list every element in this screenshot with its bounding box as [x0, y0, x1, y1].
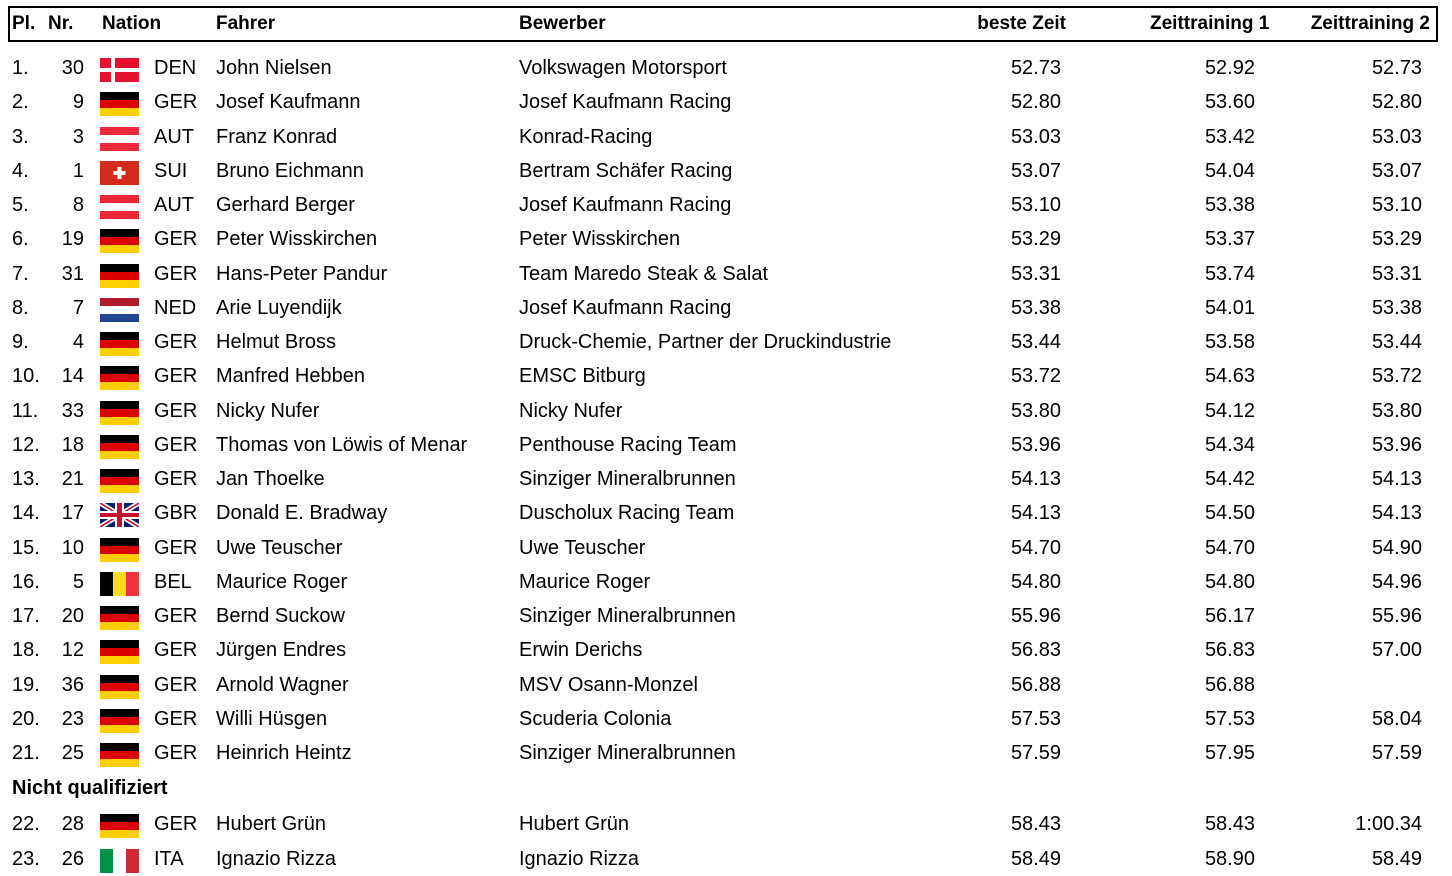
- car-number-cell: 1: [72, 159, 84, 182]
- driver-cell: Uwe Teuscher: [216, 536, 343, 559]
- header-nation: Nation: [102, 13, 162, 34]
- best-time-cell: 52.73: [1010, 57, 1061, 79]
- driver-cell: Heinrich Heintz: [216, 742, 352, 764]
- table-row: [0, 257, 1452, 291]
- position-cell: 11.: [12, 399, 39, 422]
- entrant-cell: Ignazio Rizza: [519, 847, 640, 870]
- qualifying-1-cell: 56.83: [1204, 639, 1255, 662]
- driver-cell: Franz Konrad: [216, 125, 338, 148]
- nation-code-cell: GER: [154, 399, 198, 422]
- best-time-cell: 54.70: [1010, 536, 1061, 559]
- qualifying-1-cell: 54.01: [1204, 296, 1255, 319]
- flag-cell: [100, 702, 139, 736]
- best-time-cell: 53.07: [1010, 159, 1061, 182]
- entrant-cell: Uwe Teuscher: [519, 536, 646, 559]
- car-number-cell: 19: [61, 228, 84, 251]
- table-row: [0, 188, 1452, 222]
- flag-cell: [100, 51, 139, 85]
- flag-cell: [100, 154, 139, 188]
- flag-cell: [100, 222, 139, 256]
- nation-code-cell: ITA: [154, 847, 184, 870]
- flag-cell: [100, 599, 139, 633]
- nation-code-cell: DEN: [154, 57, 197, 79]
- qualifying-2-cell: 53.10: [1371, 194, 1422, 216]
- table-row: [0, 599, 1452, 633]
- ger-flag-icon: [100, 814, 139, 838]
- ger-flag-icon: [100, 675, 139, 699]
- car-number-cell: 18: [61, 433, 84, 456]
- entrant-cell: Penthouse Racing Team: [519, 433, 737, 456]
- qualifying-2-cell: 57.59: [1371, 742, 1422, 764]
- header-beste-zeit: beste Zeit: [977, 13, 1066, 34]
- position-cell: 17.: [12, 605, 40, 627]
- ger-flag-icon: [100, 435, 139, 459]
- entrant-cell: Josef Kaufmann Racing: [519, 194, 732, 216]
- ita-flag-icon: [100, 849, 139, 873]
- nation-code-cell: GER: [154, 365, 198, 388]
- sui-flag-icon: [100, 161, 139, 185]
- bel-flag-icon: [100, 572, 139, 596]
- qualifying-2-cell: 53.31: [1371, 262, 1422, 285]
- aut-flag-icon: [100, 127, 139, 151]
- qualifying-1-cell: 52.92: [1204, 57, 1255, 79]
- qualifying-2-cell: 58.04: [1371, 707, 1422, 730]
- position-cell: 8.: [12, 296, 29, 319]
- qualifying-1-cell: 56.17: [1204, 605, 1255, 627]
- best-time-cell: 58.43: [1010, 813, 1061, 836]
- table-row: [0, 842, 1452, 876]
- best-time-cell: 53.31: [1010, 262, 1061, 285]
- nation-code-cell: GER: [154, 673, 198, 696]
- best-time-cell: 54.80: [1010, 570, 1061, 593]
- nation-code-cell: BEL: [154, 570, 192, 593]
- car-number-cell: 17: [61, 502, 84, 525]
- position-cell: 4.: [12, 159, 29, 182]
- nation-code-cell: AUT: [154, 194, 194, 216]
- table-row: [0, 736, 1452, 770]
- header-pl: Pl.: [12, 13, 36, 34]
- ger-flag-icon: [100, 229, 139, 253]
- nation-code-cell: GER: [154, 605, 198, 627]
- nation-code-cell: SUI: [154, 159, 188, 182]
- best-time-cell: 54.13: [1010, 468, 1061, 490]
- qualifying-2-cell: 54.90: [1371, 536, 1422, 559]
- flag-cell: [100, 842, 139, 876]
- ger-flag-icon: [100, 606, 139, 630]
- driver-cell: John Nielsen: [216, 57, 332, 79]
- nation-code-cell: GER: [154, 813, 198, 836]
- qualifying-1-cell: 56.88: [1204, 673, 1255, 696]
- table-row: [0, 120, 1452, 154]
- nation-code-cell: GER: [154, 262, 198, 285]
- qualifying-1-cell: 53.58: [1204, 331, 1255, 353]
- qualifying-2-cell: 53.72: [1371, 365, 1422, 388]
- best-time-cell: 53.03: [1010, 125, 1061, 148]
- table-row: [0, 633, 1452, 667]
- flag-cell: [100, 633, 139, 667]
- car-number-cell: 12: [61, 639, 84, 662]
- best-time-cell: 53.96: [1010, 433, 1061, 456]
- best-time-cell: 54.13: [1010, 502, 1061, 525]
- aut-flag-icon: [100, 195, 139, 219]
- ger-flag-icon: [100, 709, 139, 733]
- entrant-cell: Sinziger Mineralbrunnen: [519, 468, 736, 490]
- best-time-cell: 57.59: [1010, 742, 1061, 764]
- entrant-cell: Josef Kaufmann Racing: [519, 91, 732, 114]
- entrant-cell: Peter Wisskirchen: [519, 228, 681, 251]
- driver-cell: Ignazio Rizza: [216, 847, 337, 870]
- flag-cell: [100, 291, 139, 325]
- driver-cell: Bernd Suckow: [216, 605, 345, 627]
- qualifying-2-cell: 53.29: [1371, 228, 1422, 251]
- table-row: [0, 531, 1452, 565]
- best-time-cell: 53.10: [1010, 194, 1061, 216]
- flag-cell: [100, 736, 139, 770]
- position-cell: 3.: [12, 125, 29, 148]
- flag-cell: [100, 85, 139, 119]
- table-row: [0, 359, 1452, 393]
- driver-cell: Arnold Wagner: [216, 673, 349, 696]
- driver-cell: Gerhard Berger: [216, 194, 355, 216]
- position-cell: 14.: [12, 502, 40, 525]
- qualifying-2-cell: [1320, 668, 1422, 702]
- qualifying-2-cell: 57.00: [1371, 639, 1422, 662]
- qualifying-1-cell: 54.70: [1204, 536, 1255, 559]
- entrant-cell: Maurice Roger: [519, 570, 651, 593]
- driver-cell: Jan Thoelke: [216, 468, 325, 490]
- qualifying-2-cell: 52.73: [1371, 57, 1422, 79]
- nicht-qualifiziert-heading: Nicht qualifiziert: [12, 777, 168, 800]
- position-cell: 21.: [12, 742, 40, 764]
- entrant-cell: Duscholux Racing Team: [519, 502, 735, 525]
- entrant-cell: Josef Kaufmann Racing: [519, 296, 732, 319]
- table-row: [0, 291, 1452, 325]
- car-number-cell: 25: [61, 742, 84, 764]
- flag-cell: [100, 565, 139, 599]
- best-time-cell: 52.80: [1010, 91, 1061, 114]
- qualifying-1-cell: 53.42: [1204, 125, 1255, 148]
- qualifying-1-cell: 58.90: [1204, 847, 1255, 870]
- qualifying-2-cell: 53.38: [1371, 296, 1422, 319]
- driver-cell: Nicky Nufer: [216, 399, 320, 422]
- table-row: [0, 394, 1452, 428]
- position-cell: 22.: [12, 813, 40, 836]
- flag-cell: [100, 496, 139, 530]
- nation-code-cell: NED: [154, 296, 197, 319]
- qualifying-2-cell: 54.13: [1371, 502, 1422, 525]
- qualifying-1-cell: 53.37: [1204, 228, 1255, 251]
- entrant-cell: Volkswagen Motorsport: [519, 57, 727, 79]
- flag-cell: [100, 531, 139, 565]
- qualifying-1-cell: 54.80: [1204, 570, 1255, 593]
- qualifying-1-cell: 54.12: [1204, 399, 1255, 422]
- qualifying-2-cell: 53.96: [1371, 433, 1422, 456]
- nation-code-cell: GER: [154, 536, 198, 559]
- driver-cell: Maurice Roger: [216, 570, 348, 593]
- car-number-cell: 9: [72, 91, 84, 114]
- qualifying-2-cell: 53.44: [1371, 331, 1422, 353]
- qualifying-1-cell: 57.53: [1204, 707, 1255, 730]
- position-cell: 7.: [12, 262, 29, 285]
- qualifying-1-cell: 53.60: [1204, 91, 1255, 114]
- car-number-cell: 7: [72, 296, 84, 319]
- flag-cell: [100, 394, 139, 428]
- table-row: [0, 565, 1452, 599]
- qualifying-1-cell: 54.42: [1204, 468, 1255, 490]
- position-cell: 15.: [12, 536, 40, 559]
- header-zeittraining-2: Zeittraining 2: [1310, 13, 1430, 34]
- ned-flag-icon: [100, 298, 139, 322]
- header-nr: Nr.: [48, 13, 74, 34]
- table-row: [0, 428, 1452, 462]
- position-cell: 1.: [12, 57, 29, 79]
- table-row: [0, 85, 1452, 119]
- table-row: [0, 807, 1452, 841]
- entrant-cell: Team Maredo Steak & Salat: [519, 262, 769, 285]
- entrant-cell: Bertram Schäfer Racing: [519, 159, 733, 182]
- driver-cell: Josef Kaufmann: [216, 91, 361, 114]
- position-cell: 23.: [12, 847, 40, 870]
- ger-flag-icon: [100, 332, 139, 356]
- nation-code-cell: GER: [154, 707, 198, 730]
- entrant-cell: Hubert Grün: [519, 813, 630, 836]
- ger-flag-icon: [100, 366, 139, 390]
- ger-flag-icon: [100, 743, 139, 767]
- best-time-cell: 53.44: [1010, 331, 1061, 353]
- ger-flag-icon: [100, 469, 139, 493]
- position-cell: 12.: [12, 433, 40, 456]
- qualifying-2-cell: 53.80: [1371, 399, 1422, 422]
- entrant-cell: Druck-Chemie, Partner der Druckindustrie: [519, 331, 892, 353]
- qualifying-1-cell: 54.34: [1204, 433, 1255, 456]
- driver-cell: Thomas von Löwis of Menar: [216, 433, 468, 456]
- best-time-cell: 53.38: [1010, 296, 1061, 319]
- table-row: [0, 462, 1452, 496]
- car-number-cell: 33: [61, 399, 84, 422]
- position-cell: 9.: [12, 331, 29, 353]
- position-cell: 13.: [12, 468, 40, 490]
- qualifying-1-cell: 53.74: [1204, 262, 1255, 285]
- entrant-cell: EMSC Bitburg: [519, 365, 646, 388]
- entrant-cell: Sinziger Mineralbrunnen: [519, 742, 736, 764]
- car-number-cell: 36: [61, 673, 84, 696]
- driver-cell: Helmut Bross: [216, 331, 337, 353]
- entrant-cell: Nicky Nufer: [519, 399, 623, 422]
- best-time-cell: 53.72: [1010, 365, 1061, 388]
- driver-cell: Bruno Eichmann: [216, 159, 364, 182]
- entrant-cell: Erwin Derichs: [519, 639, 643, 662]
- driver-cell: Willi Hüsgen: [216, 707, 328, 730]
- ger-flag-icon: [100, 538, 139, 562]
- position-cell: 5.: [12, 194, 29, 216]
- car-number-cell: 30: [61, 57, 84, 79]
- nation-code-cell: GER: [154, 742, 198, 764]
- car-number-cell: 14: [61, 365, 84, 388]
- car-number-cell: 8: [72, 194, 84, 216]
- driver-cell: Hubert Grün: [216, 813, 327, 836]
- best-time-cell: 56.83: [1010, 639, 1061, 662]
- position-cell: 16.: [12, 570, 40, 593]
- driver-cell: Donald E. Bradway: [216, 502, 388, 525]
- position-cell: 18.: [12, 639, 40, 662]
- flag-cell: [100, 428, 139, 462]
- position-cell: 10.: [12, 365, 40, 388]
- flag-cell: [100, 120, 139, 154]
- nation-code-cell: GER: [154, 228, 198, 251]
- entrant-cell: Konrad-Racing: [519, 125, 653, 148]
- ger-flag-icon: [100, 401, 139, 425]
- ger-flag-icon: [100, 640, 139, 664]
- best-time-cell: 53.29: [1010, 228, 1061, 251]
- header-fahrer: Fahrer: [216, 13, 276, 34]
- position-cell: 20.: [12, 707, 40, 730]
- nation-code-cell: GER: [154, 639, 198, 662]
- flag-cell: [100, 257, 139, 291]
- car-number-cell: 10: [61, 536, 84, 559]
- driver-cell: Peter Wisskirchen: [216, 228, 378, 251]
- driver-cell: Hans-Peter Pandur: [216, 262, 388, 285]
- car-number-cell: 21: [61, 468, 84, 490]
- car-number-cell: 20: [61, 605, 84, 627]
- header-zeittraining-1: Zeittraining 1: [1150, 13, 1270, 34]
- car-number-cell: 3: [72, 125, 84, 148]
- flag-cell: [100, 325, 139, 359]
- nation-code-cell: GER: [154, 331, 198, 353]
- table-row: [0, 496, 1452, 530]
- car-number-cell: 5: [72, 570, 84, 593]
- qualifying-2-cell: 53.07: [1371, 159, 1422, 182]
- qualifying-2-cell: 1:00.34: [1355, 813, 1422, 836]
- car-number-cell: 4: [72, 331, 84, 353]
- table-row: [0, 668, 1452, 702]
- nation-code-cell: GER: [154, 468, 198, 490]
- den-flag-icon: [100, 58, 139, 82]
- best-time-cell: 53.80: [1010, 399, 1061, 422]
- qualifying-2-cell: 54.96: [1371, 570, 1422, 593]
- position-cell: 19.: [12, 673, 40, 696]
- qualifying-1-cell: 54.50: [1204, 502, 1255, 525]
- qualifying-2-cell: 58.49: [1371, 847, 1422, 870]
- driver-cell: Manfred Hebben: [216, 365, 365, 388]
- gbr-flag-icon: [100, 503, 139, 527]
- header-bewerber: Bewerber: [519, 13, 606, 34]
- best-time-cell: 57.53: [1010, 707, 1061, 730]
- car-number-cell: 23: [61, 707, 84, 730]
- driver-cell: Arie Luyendijk: [216, 296, 342, 319]
- best-time-cell: 55.96: [1010, 605, 1061, 627]
- ger-flag-icon: [100, 92, 139, 116]
- table-header-row: [8, 6, 1438, 42]
- position-cell: 2.: [12, 91, 29, 114]
- best-time-cell: 56.88: [1010, 673, 1061, 696]
- best-time-cell: 58.49: [1010, 847, 1061, 870]
- flag-cell: [100, 359, 139, 393]
- position-cell: 6.: [12, 228, 29, 251]
- qualifying-2-cell: 55.96: [1371, 605, 1422, 627]
- flag-cell: [100, 462, 139, 496]
- table-row: [0, 702, 1452, 736]
- ger-flag-icon: [100, 264, 139, 288]
- flag-cell: [100, 188, 139, 222]
- qualifying-1-cell: 54.04: [1204, 159, 1255, 182]
- car-number-cell: 28: [61, 813, 84, 836]
- table-row: [0, 325, 1452, 359]
- qualifying-1-cell: 57.95: [1204, 742, 1255, 764]
- flag-cell: [100, 807, 139, 841]
- qualifying-2-cell: 52.80: [1371, 91, 1422, 114]
- flag-cell: [100, 668, 139, 702]
- car-number-cell: 26: [61, 847, 84, 870]
- qualifying-1-cell: 53.38: [1204, 194, 1255, 216]
- entrant-cell: Sinziger Mineralbrunnen: [519, 605, 736, 627]
- table-row: [0, 222, 1452, 256]
- nation-code-cell: GER: [154, 91, 198, 114]
- qualifying-1-cell: 58.43: [1204, 813, 1255, 836]
- qualifying-2-cell: 53.03: [1371, 125, 1422, 148]
- entrant-cell: Scuderia Colonia: [519, 707, 672, 730]
- entrant-cell: MSV Osann-Monzel: [519, 673, 698, 696]
- nation-code-cell: AUT: [154, 125, 194, 148]
- qualifying-2-cell: 54.13: [1371, 468, 1422, 490]
- qualifying-1-cell: 54.63: [1204, 365, 1255, 388]
- nation-code-cell: GBR: [154, 502, 198, 525]
- driver-cell: Jürgen Endres: [216, 639, 347, 662]
- car-number-cell: 31: [61, 262, 84, 285]
- table-row: [0, 154, 1452, 188]
- table-row: [0, 51, 1452, 85]
- nation-code-cell: GER: [154, 433, 198, 456]
